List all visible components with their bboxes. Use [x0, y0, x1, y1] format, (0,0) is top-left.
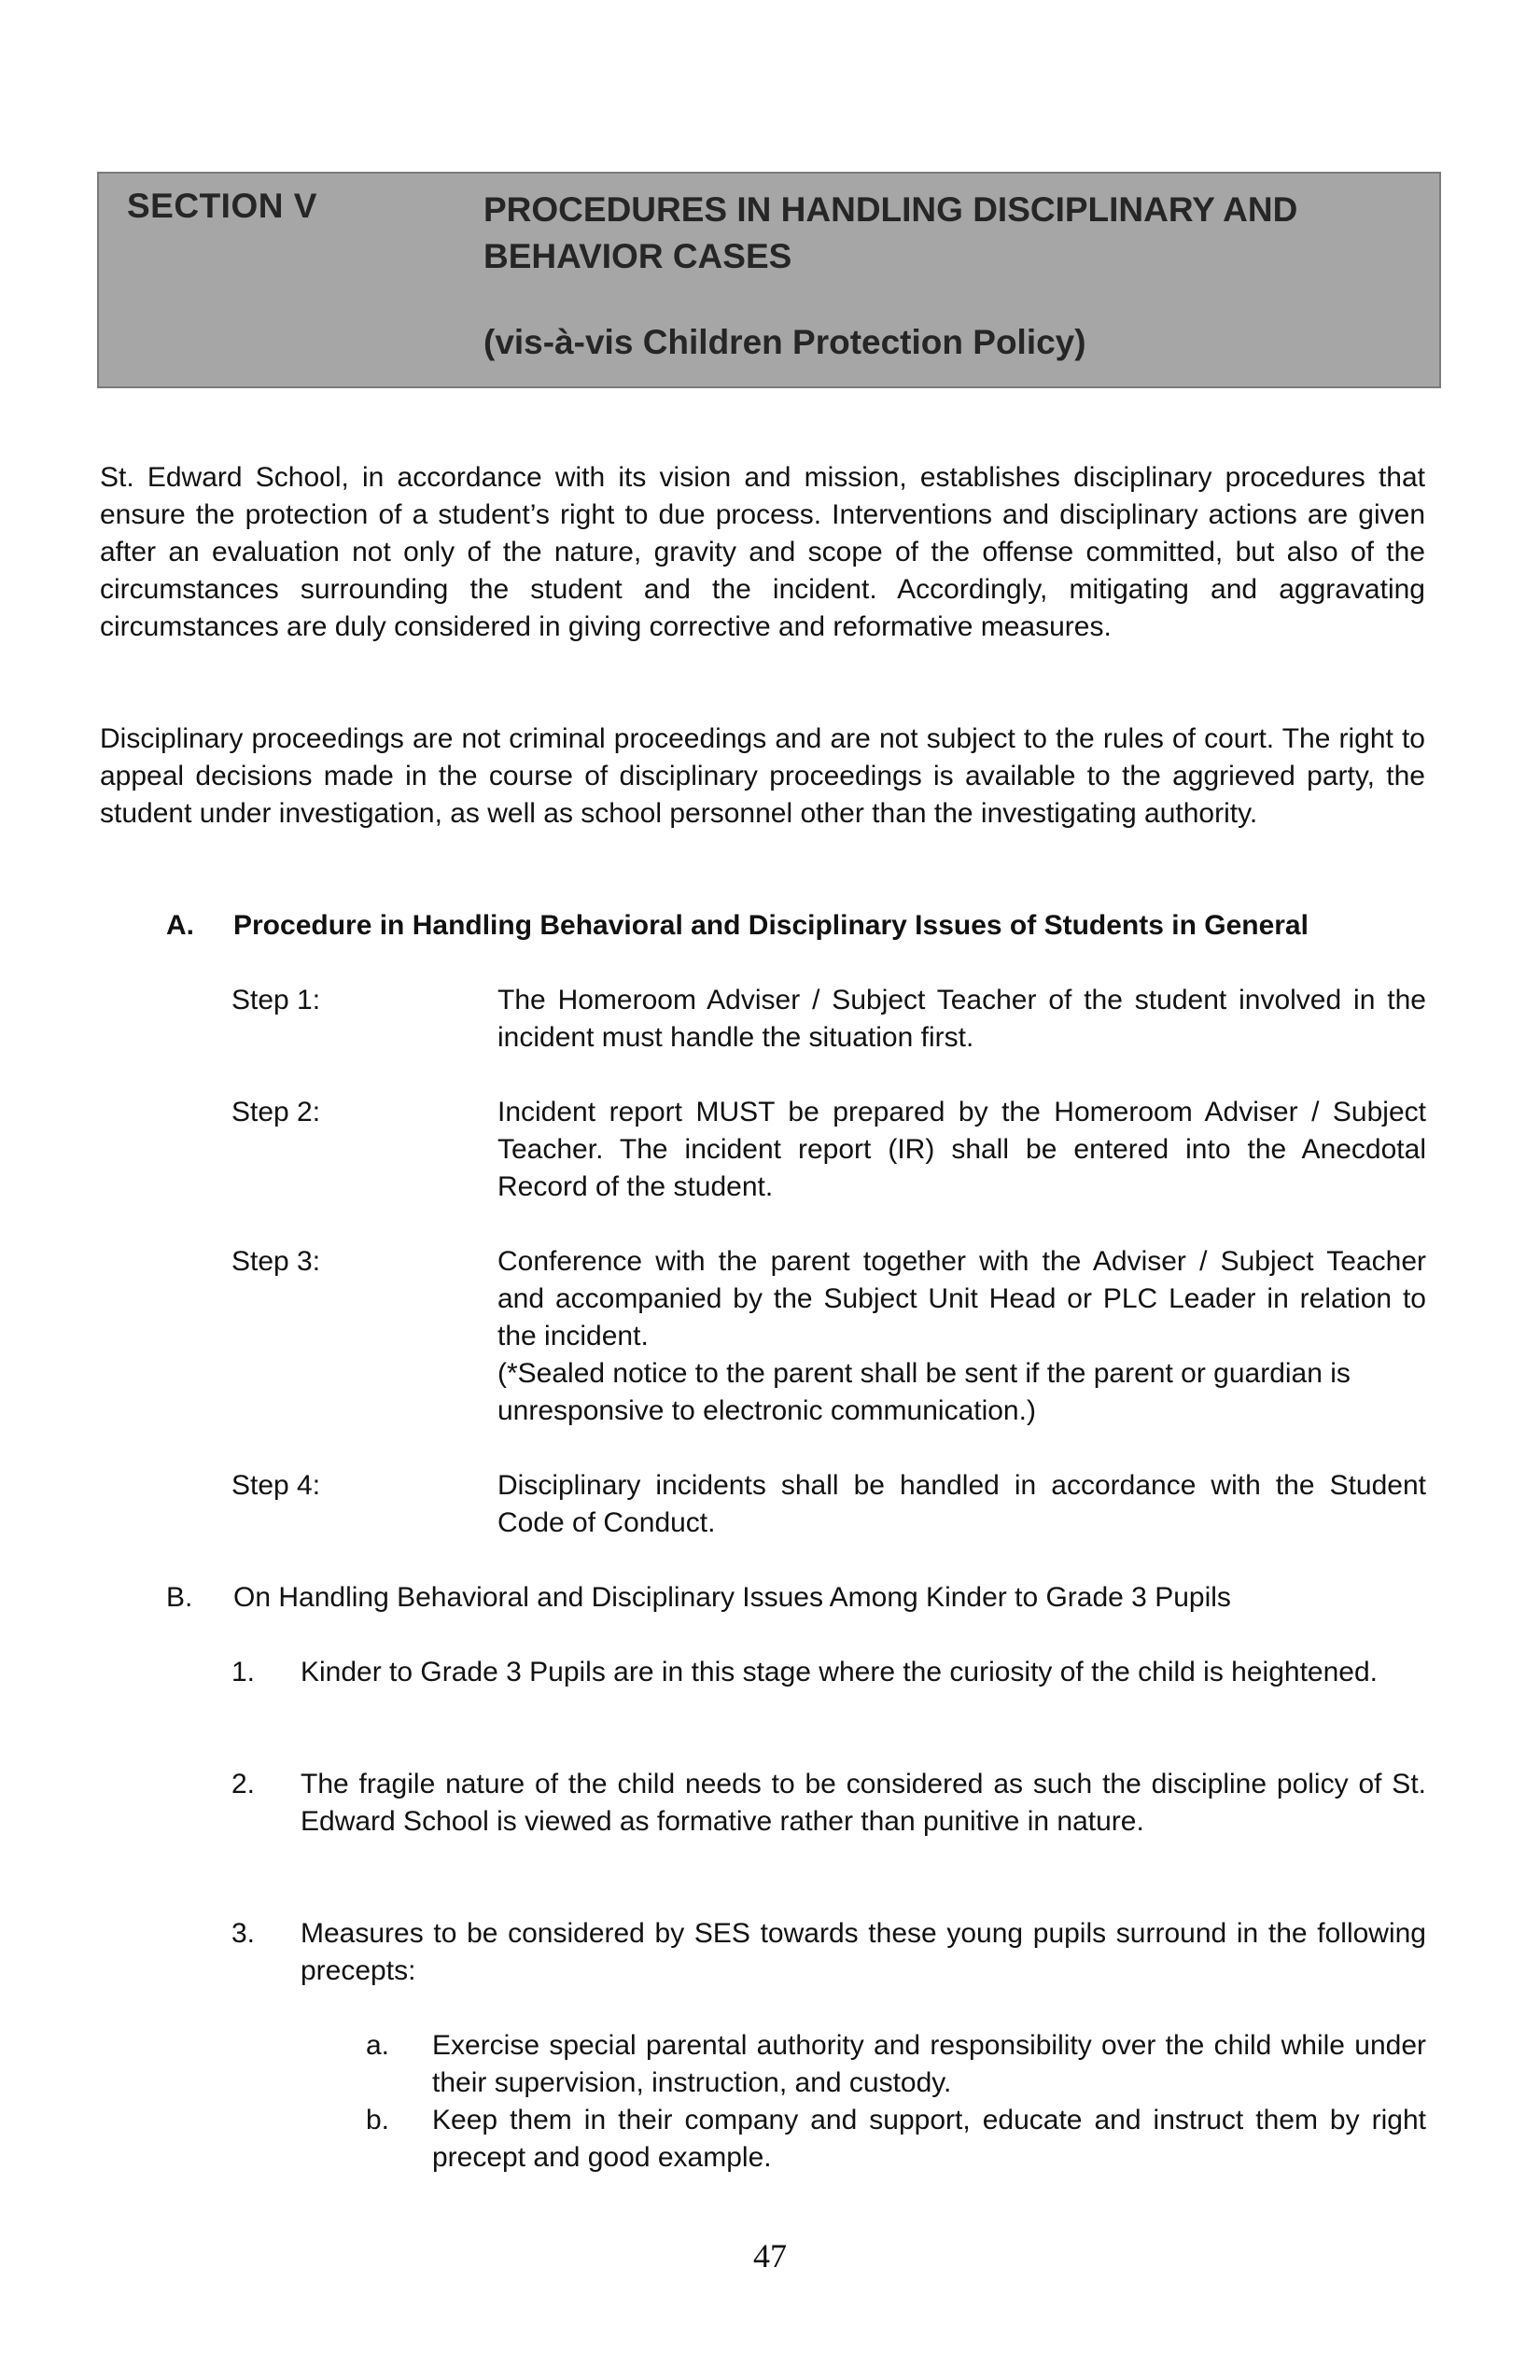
list-text: The fragile nature of the child needs to be considered as such the discipline policy of St. Edward School is viewed as formative rather than punitive in nature. — [301, 1769, 1426, 1837]
step-label: Step 2: — [231, 1097, 321, 1127]
step-label: Step 3: — [231, 1246, 321, 1277]
step-text: The Homeroom Adviser / Subject Teacher of the student involved in the incident must handle the situation first. — [497, 985, 1426, 1053]
appeal-paragraph: Disciplinary proceedings are not criminal proceedings and are not subject to the rules of court. The right to appeal decisions made in the course of disciplinary proceedings is available to the aggrieved party, the student under investigation, as well as school personnel other than the investigating authority. — [100, 723, 1425, 829]
step-label: Step 1: — [231, 985, 321, 1015]
list-number: 2. — [231, 1769, 256, 1799]
step-text: Disciplinary incidents shall be handled in accordance with the Student Code of Conduct. — [497, 1470, 1426, 1538]
heading-letter: B. — [166, 1582, 193, 1613]
list-number: 1. — [231, 1657, 256, 1687]
list-text: Kinder to Grade 3 Pupils are in this stage where the curiosity of the child is heightened. — [301, 1657, 1378, 1687]
step-text: Incident report MUST be prepared by the Homeroom Adviser / Subject Teacher. The incident report (IR) shall be entered into the Anecdotal Record of the student. — [497, 1097, 1426, 1202]
section-title: PROCEDURES IN HANDLING DISCIPLINARY AND BEHAVIOR CASES — [483, 190, 1298, 275]
heading-title: Procedure in Handling Behavioral and Disciplinary Issues of Students in General — [233, 910, 1309, 941]
heading-title: On Handling Behavioral and Disciplinary Issues Among Kinder to Grade 3 Pupils — [233, 1582, 1231, 1613]
sub-list-letter: a. — [366, 2030, 390, 2061]
list-number: 3. — [231, 1918, 256, 1949]
step-note: (*Sealed notice to the parent shall be sent if the parent or guardian is unresponsive to electronic communication.) — [497, 1358, 1351, 1426]
page-number: 47 — [753, 2237, 787, 2275]
section-subtitle: (vis-à-vis Children Protection Policy) — [483, 323, 1086, 361]
step-text: Conference with the parent together with the Adviser / Subject Teacher and accompanied by the Subject Unit Head or PLC Leader in relation to the incident. — [497, 1246, 1426, 1351]
step-label: Step 4: — [231, 1470, 321, 1501]
section-label: SECTION V — [127, 187, 317, 225]
sub-list-text: Keep them in their company and support, educate and instruct them by right precept and good example. — [432, 2105, 1426, 2173]
section-header — [97, 172, 1441, 388]
heading-letter: A. — [166, 910, 194, 941]
sub-list-text: Exercise special parental authority and responsibility over the child while under their supervision, instruction, and custody. — [432, 2030, 1426, 2098]
sub-list-letter: b. — [366, 2105, 390, 2135]
intro-paragraph: St. Edward School, in accordance with its vision and mission, establishes disciplinary procedures that ensure the protection of a student’s right to due process. Interventions and disciplinary actions are given after an evaluation not only of the nature, gravity and scope of the offense committed, but also of the circumstances surrounding the student and the incident. Accordingly, mitigating and aggravating circumstances are duly considered in giving corrective and reformative measures. — [100, 462, 1425, 642]
list-text: Measures to be considered by SES towards these young pupils surround in the following precepts: — [301, 1918, 1426, 1986]
step-content — [497, 1243, 1426, 1430]
